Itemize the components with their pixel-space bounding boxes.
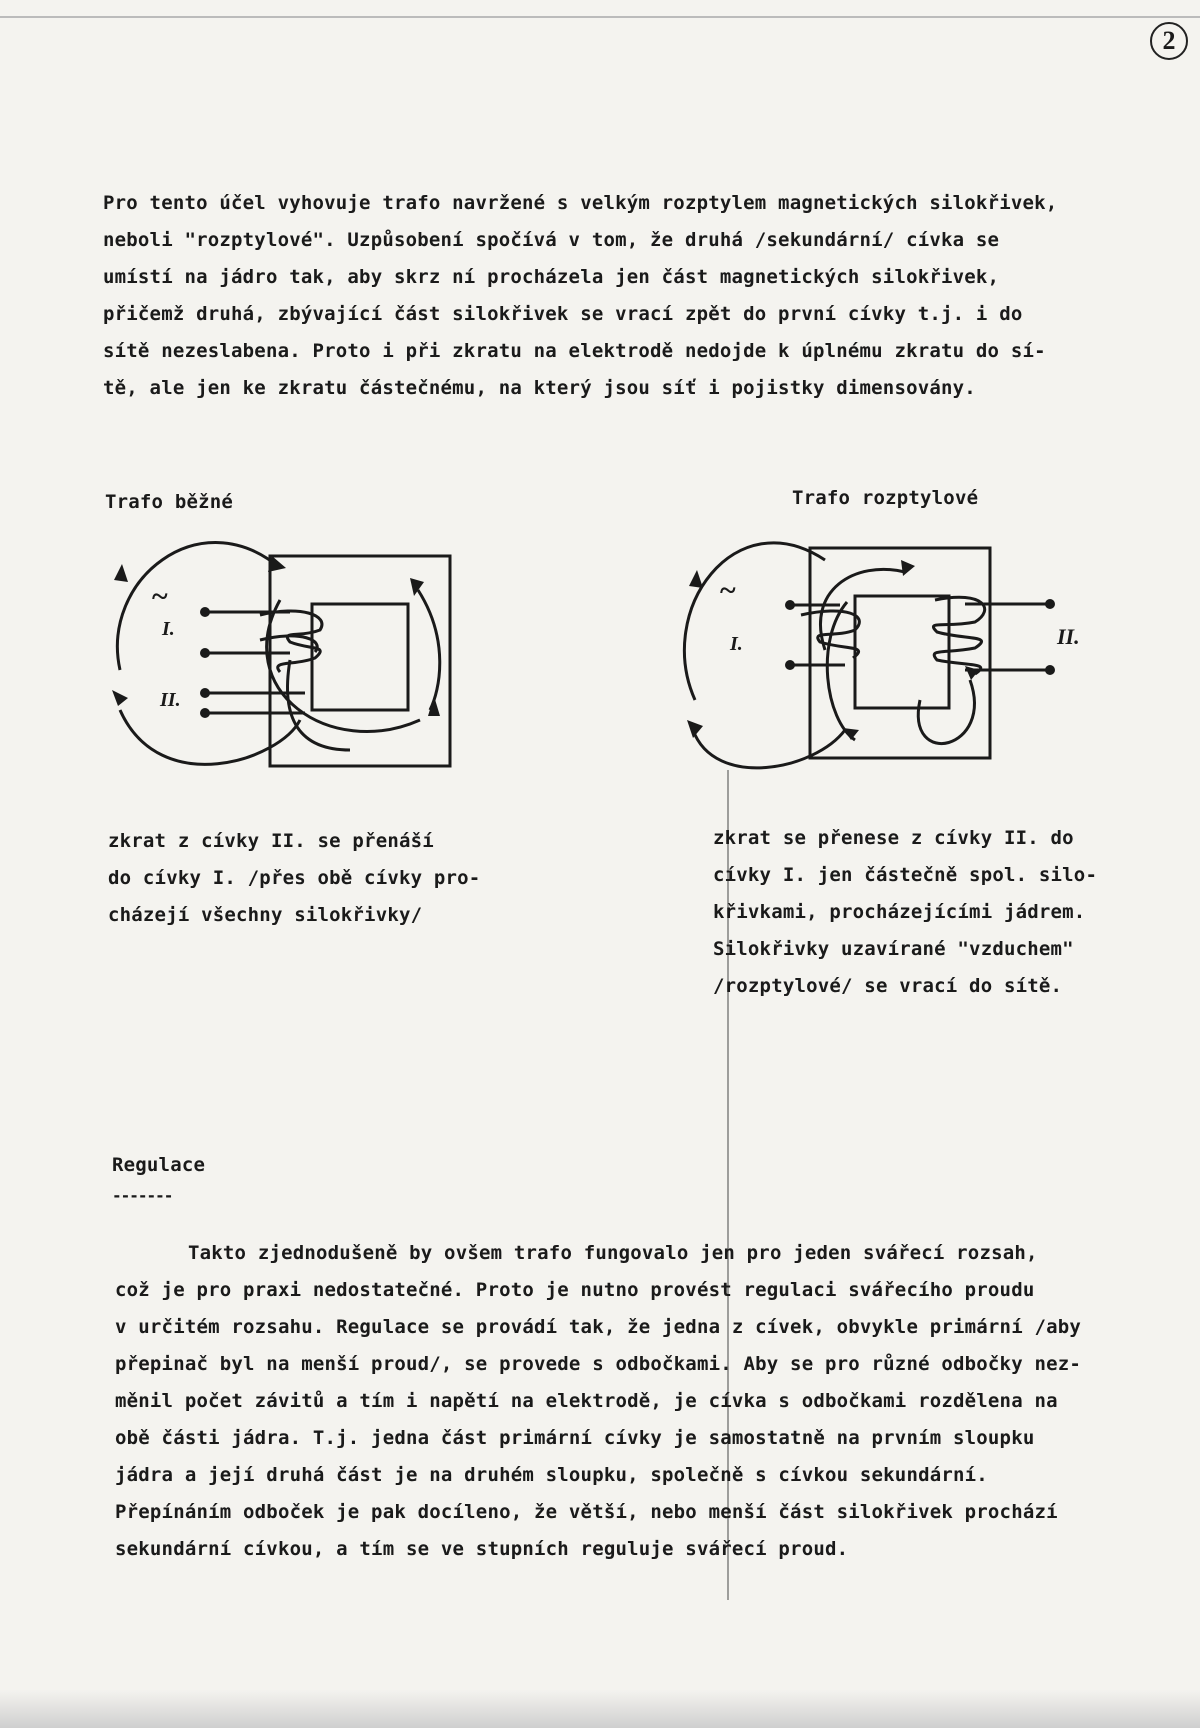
core-window: [312, 604, 408, 710]
page-number: 2: [1150, 22, 1188, 60]
caption-line: Silokřivky uzavírané "vzduchem": [713, 938, 1074, 960]
right-coil2-label: II.: [1057, 624, 1080, 649]
caption-line: /rozptylové/ se vrací do sítě.: [713, 975, 1063, 997]
intro-line: Pro tento účel vyhovuje trafo navržené s velkým rozptylem magnetických silokřivek,: [103, 192, 1058, 214]
left-coil1-label: I.: [162, 618, 175, 640]
diagram-left-transformer: [100, 520, 470, 790]
diagram-left-title: Trafo běžné: [105, 491, 234, 513]
regulace-line: obě části jádra. T.j. jedna část primární cívky je samostatně na prvním sloupku: [115, 1427, 1035, 1449]
regulace-line: sekundární cívkou, a tím se ve stupních reguluje svářecí proud.: [115, 1538, 849, 1560]
section-heading-underline: -------: [112, 1186, 173, 1205]
caption-line: cívky I. jen částečně spol. silo-: [713, 864, 1098, 886]
top-edge-artifact: [0, 16, 1200, 18]
core-outer: [810, 548, 990, 758]
caption-line: do cívky I. /přes obě cívky pro-: [108, 867, 481, 889]
intro-line: sítě nezeslabena. Proto i při zkratu na elektrodě nedojde k úplnému zkratu do sí-: [103, 340, 1046, 362]
diagram-right-title: Trafo rozptylové: [792, 487, 979, 509]
regulace-line: Takto zjednodušeně by ovšem trafo fungovalo jen pro jeden svářecí rozsah,: [188, 1242, 1038, 1264]
caption-line: zkrat z cívky II. se přenáší: [108, 830, 434, 852]
intro-line: neboli "rozptylové". Uzpůsobení spočívá v tom, že druhá /sekundární/ cívka se: [103, 229, 1000, 251]
regulace-line: Přepínáním odboček je pak docíleno, že větší, nebo menší část silokřivek prochází: [115, 1501, 1058, 1523]
regulace-line: v určitém rozsahu. Regulace se provádí tak, že jedna z cívek, obvykle primární /aby: [115, 1316, 1082, 1338]
section-heading-regulace: Regulace: [112, 1154, 206, 1176]
intro-line: tě, ale jen ke zkratu částečnému, na který jsou síť i pojistky dimensovány.: [103, 377, 976, 399]
left-coil2-label: II.: [160, 689, 181, 711]
right-coil1-label: I.: [730, 633, 743, 655]
diagram-right-transformer: [675, 530, 1095, 780]
left-tilde: ~: [152, 580, 168, 613]
regulace-line: jádra a její druhá část je na druhém sloupku, společně s cívkou sekundární.: [115, 1464, 988, 1486]
regulace-line: měnil počet závitů a tím i napětí na elektrodě, je cívka s odbočkami rozdělena na: [115, 1390, 1058, 1412]
regulace-line: což je pro praxi nedostatečné. Proto je nutno provést regulaci svářecího proudu: [115, 1279, 1035, 1301]
intro-line: přičemž druhá, zbývající část silokřivek se vrací zpět do první cívky t.j. i do: [103, 303, 1023, 325]
caption-line: křivkami, procházejícími jádrem.: [713, 901, 1086, 923]
caption-line: zkrat se přenese z cívky II. do: [713, 827, 1074, 849]
right-tilde: ~: [720, 574, 736, 607]
regulace-line: přepinač byl na menší proud/, se provede s odbočkami. Aby se pro různé odbočky nez-: [115, 1353, 1082, 1375]
intro-line: umístí na jádro tak, aby skrz ní procházela jen část magnetických silokřivek,: [103, 266, 1000, 288]
caption-line: cházejí všechny silokřivky/: [108, 904, 423, 926]
bottom-edge-artifact: [0, 1690, 1200, 1728]
